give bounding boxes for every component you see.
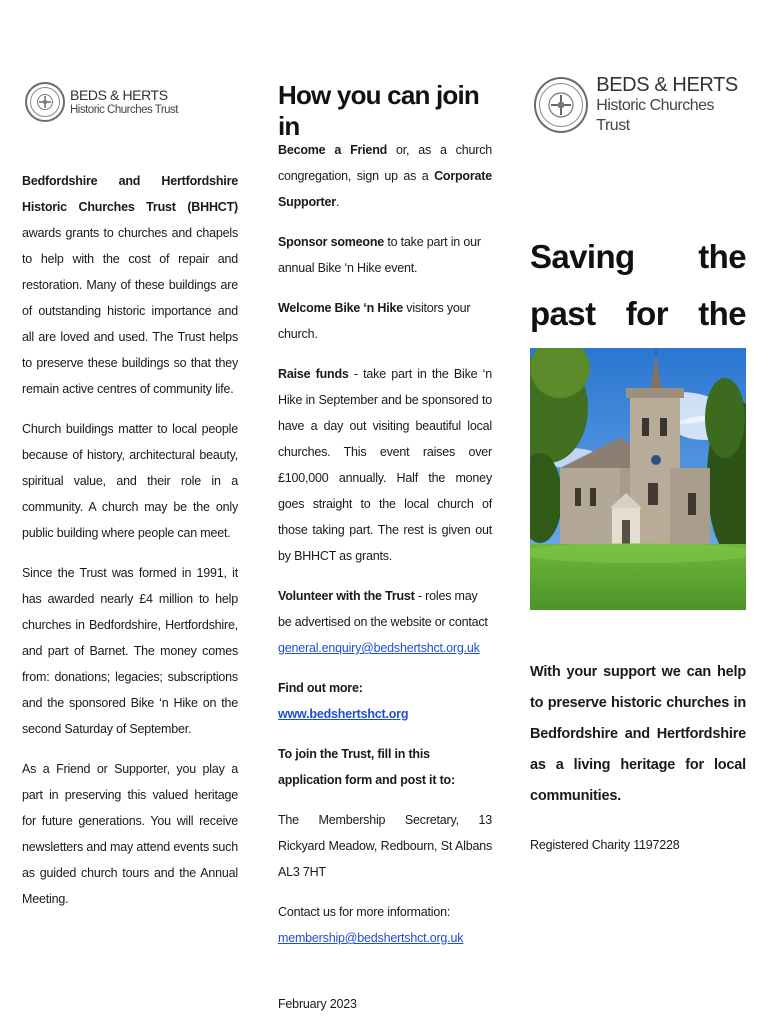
logo-line1: BEDS & HERTS — [596, 74, 738, 96]
bhhct-name: Bedfordshire and Hertfordshire Historic Churches Trust (BHHCT) — [22, 174, 238, 214]
church-photo — [530, 348, 746, 610]
website-link[interactable]: www.bedshertshct.org — [278, 707, 409, 721]
volunteer-item: Volunteer with the Trust - roles may be advertised on the website or contact general.enquiry@bedshertshct.org.uk — [278, 589, 488, 655]
become-friend-item: Become a Friend or, as a church congregation, sign up as a Corporate Supporter. — [278, 143, 492, 209]
logo-line2: Historic Churches Trust — [596, 97, 715, 134]
friend-paragraph: As a Friend or Supporter, you play a part in preserving this valued heritage for future generations. You will receive newsletters and may attend events such as guided church tours and the Annual Meeting. — [22, 762, 238, 906]
church-matter-paragraph: Church buildings matter to local people because of history, architectural beauty, spiritual value, and their role in a community. A church may be the only public building where people can meet. — [22, 422, 238, 540]
welcome-item: Welcome Bike ‘n Hike visitors your church. — [278, 301, 471, 341]
trust-history-paragraph: Since the Trust was formed in 1991, it has awarded nearly £4 million to help churches in Bedfordshire, Hertfordshire, and part of Barnet. The money comes from: donations; legacies; subscriptions and the sponsored Bike ‘n Hike on the second Saturday of September. — [22, 566, 238, 736]
logo-small — [25, 82, 178, 122]
join-instruction: To join the Trust, fill in this application form and post it to: — [278, 747, 455, 787]
membership-email-link[interactable]: membership@bedshertshct.org.uk — [278, 931, 464, 945]
raise-funds-item: Raise funds - take part in the Bike ‘n Hike in September and be sponsored to have a day out visiting beautiful local churches. This event raises over £100,000 annually. Half the money goes straight to the local church of those taking part. The rest is given out by BHHCT as grants. — [278, 367, 493, 563]
find-out-more-item: Find out more: www.bedshertshct.org — [278, 681, 409, 721]
general-enquiry-email-link[interactable]: general.enquiry@bedshertshct.org.uk — [278, 641, 480, 655]
issue-date: February 2023 — [278, 997, 357, 1011]
church-seal-icon — [534, 77, 588, 133]
sponsor-item: Sponsor someone to take part in our annual Bike ‘n Hike event. — [278, 235, 481, 275]
membership-address: The Membership Secretary, 13 Rickyard Meadow, Redbourn, St Albans AL3 7HT — [278, 813, 492, 879]
join-heading: How you can join in — [278, 80, 479, 141]
charity-number: Registered Charity 1197228 — [530, 838, 680, 852]
contact-item: Contact us for more information: membership@bedshertshct.org.uk — [278, 905, 464, 945]
church-seal-icon — [25, 82, 65, 122]
intro-paragraph: Bedfordshire and Hertfordshire Historic Churches Trust (BHHCT) awards grants to churches and chapels to help with the cost of repair and restoration. Many of these buildings are of outstanding historic importance and all are loved and used. The Trust helps to preserve these buildings so that they remain active centres of community life. — [22, 174, 238, 396]
support-statement: With your support we can help to preserve historic churches in Bedfordshire and Hertfordshire as a living heritage for local communities. — [530, 664, 746, 804]
logo-line1: BEDS & HERTS — [70, 87, 168, 103]
logo-large — [534, 74, 746, 136]
cover-title: Saving the past for the — [530, 238, 746, 332]
logo-line2: Historic Churches Trust — [70, 104, 179, 116]
